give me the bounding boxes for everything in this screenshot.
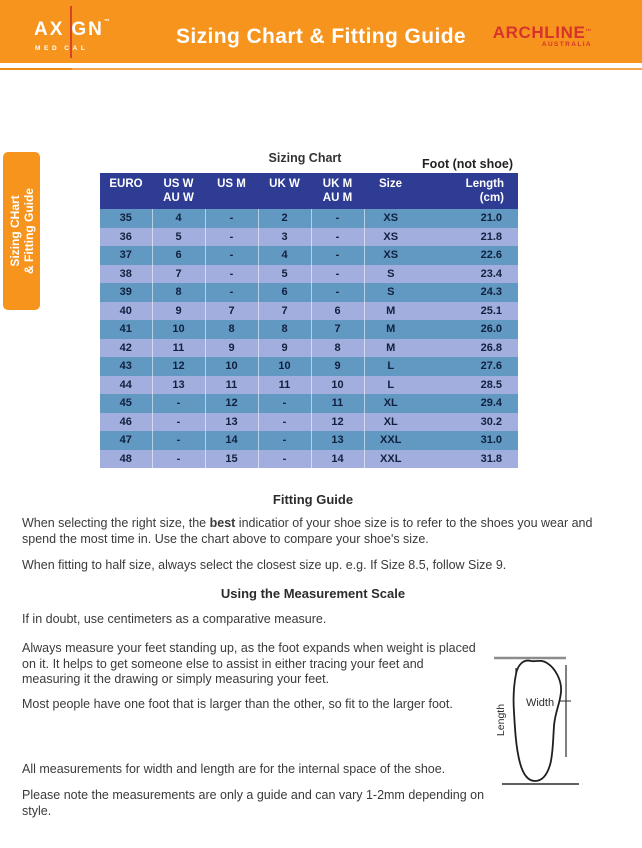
table-row xyxy=(100,339,518,358)
table-cell: XXL xyxy=(364,431,417,450)
archline-name-text: ARCHLINE xyxy=(492,23,586,42)
table-cell: 47 xyxy=(100,431,152,450)
table-cell: 11 xyxy=(311,394,364,413)
fitting-p1-bold: best xyxy=(209,516,236,530)
banner-divider-line xyxy=(0,68,642,70)
column-header: UK W xyxy=(258,173,311,209)
table-cell: - xyxy=(205,228,258,247)
table-cell: 26.0 xyxy=(417,320,518,339)
table-cell: 25.1 xyxy=(417,302,518,321)
table-cell: XXL xyxy=(364,450,417,469)
table-cell: 22.6 xyxy=(417,246,518,265)
archline-logo-sub: AUSTRALIA xyxy=(541,41,592,48)
table-cell: 9 xyxy=(311,357,364,376)
archline-logo-name xyxy=(493,24,592,41)
sizing-table-header-row xyxy=(100,173,518,209)
table-row xyxy=(100,450,518,469)
axign-sub-part1: MED xyxy=(35,45,61,52)
table-cell: 11 xyxy=(152,339,205,358)
measurement-paragraph-variance: Please note the measurements are only a guide and can vary 1-2mm depending on style. xyxy=(22,788,485,818)
table-cell: 31.0 xyxy=(417,431,518,450)
measurement-paragraph-doubt: If in doubt, use centimeters as a comparative measure. xyxy=(22,612,327,626)
table-cell: XL xyxy=(364,413,417,432)
table-cell: 6 xyxy=(258,283,311,302)
table-cell: 23.4 xyxy=(417,265,518,284)
table-cell: 4 xyxy=(258,246,311,265)
table-cell: 45 xyxy=(100,394,152,413)
fitting-guide-heading: Fitting Guide xyxy=(272,492,354,507)
table-cell: - xyxy=(311,228,364,247)
table-cell: 9 xyxy=(205,339,258,358)
fitting-guide-paragraph-2: When fitting to half size, always select the closest size up. e.g. If Size 8.5, follow Size 9. xyxy=(22,558,507,572)
measurement-paragraph-internal-space: All measurements for width and length are for the internal space of the shoe. xyxy=(22,762,446,776)
table-cell: 7 xyxy=(205,302,258,321)
table-cell: 2 xyxy=(258,209,311,228)
table-cell: 36 xyxy=(100,228,152,247)
table-cell: L xyxy=(364,357,417,376)
table-cell: - xyxy=(205,209,258,228)
table-cell: 12 xyxy=(311,413,364,432)
measurement-paragraph-standing: Always measure your feet standing up, as the foot expands when weight is placed on it. It helps to get someone else to assist in either tracing your feet and measuring it the drawing or simply measuring your feet. xyxy=(22,641,476,686)
measurement-scale-heading: Using the Measurement Scale xyxy=(220,586,406,601)
table-row xyxy=(100,320,518,339)
table-cell: 6 xyxy=(311,302,364,321)
table-cell: 24.3 xyxy=(417,283,518,302)
axign-name-part2: GN xyxy=(71,19,104,40)
table-cell: 9 xyxy=(258,339,311,358)
table-cell: - xyxy=(258,413,311,432)
column-header: US M xyxy=(205,173,258,209)
table-cell: 44 xyxy=(100,376,152,395)
side-tab-line1: Sizing CHart xyxy=(7,195,22,267)
table-cell: 21.0 xyxy=(417,209,518,228)
side-tab-label xyxy=(8,188,36,274)
table-cell: - xyxy=(152,394,205,413)
table-row xyxy=(100,357,518,376)
table-cell: 46 xyxy=(100,413,152,432)
page-title: Sizing Chart & Fitting Guide xyxy=(175,25,466,48)
table-cell: XL xyxy=(364,394,417,413)
table-cell: 26.8 xyxy=(417,339,518,358)
table-cell: L xyxy=(364,376,417,395)
side-tab-line2: & Fitting Guide xyxy=(21,188,36,274)
axign-name-part1: AX xyxy=(34,19,65,40)
table-row xyxy=(100,431,518,450)
archline-tm-mark: ™ xyxy=(585,29,592,35)
table-cell: 7 xyxy=(311,320,364,339)
table-row xyxy=(100,228,518,247)
table-cell: 14 xyxy=(205,431,258,450)
table-cell: M xyxy=(364,320,417,339)
column-header: EURO xyxy=(100,173,152,209)
table-cell: 7 xyxy=(152,265,205,284)
table-row xyxy=(100,283,518,302)
table-cell: 5 xyxy=(258,265,311,284)
table-cell: 13 xyxy=(205,413,258,432)
table-row xyxy=(100,413,518,432)
table-row xyxy=(100,302,518,321)
table-cell: 29.4 xyxy=(417,394,518,413)
table-cell: S xyxy=(364,283,417,302)
table-cell: 10 xyxy=(311,376,364,395)
table-cell: 41 xyxy=(100,320,152,339)
table-cell: 38 xyxy=(100,265,152,284)
archline-logo xyxy=(493,24,592,48)
table-cell: 8 xyxy=(311,339,364,358)
column-header: US W AU W xyxy=(152,173,205,209)
table-cell: M xyxy=(364,302,417,321)
table-cell: 13 xyxy=(152,376,205,395)
diagram-width-label: Width xyxy=(525,697,555,709)
table-row xyxy=(100,265,518,284)
table-cell: 5 xyxy=(152,228,205,247)
table-cell: 8 xyxy=(258,320,311,339)
column-header: Size xyxy=(364,173,417,209)
table-cell: 39 xyxy=(100,283,152,302)
measurement-paragraph-larger-foot: Most people have one foot that is larger than the other, so fit to the larger foot. xyxy=(22,697,453,711)
table-cell: - xyxy=(311,209,364,228)
foot-not-shoe-label: Foot (not shoe) xyxy=(422,157,513,171)
side-tab-sizing-chart xyxy=(3,152,40,310)
table-cell: XS xyxy=(364,246,417,265)
table-cell: 3 xyxy=(258,228,311,247)
foot-outline xyxy=(514,661,561,781)
table-cell: - xyxy=(258,394,311,413)
fitting-guide-paragraph-1 xyxy=(22,516,626,547)
table-cell: - xyxy=(311,265,364,284)
table-cell: 4 xyxy=(152,209,205,228)
table-cell: 35 xyxy=(100,209,152,228)
table-cell: - xyxy=(311,283,364,302)
sizing-table xyxy=(100,173,519,468)
table-cell: 10 xyxy=(152,320,205,339)
table-cell: 48 xyxy=(100,450,152,469)
table-cell: 7 xyxy=(258,302,311,321)
table-cell: XS xyxy=(364,228,417,247)
table-cell: 10 xyxy=(258,357,311,376)
table-cell: 31.8 xyxy=(417,450,518,469)
sizing-table-body xyxy=(100,209,518,468)
foot-measurement-diagram xyxy=(487,648,599,793)
table-cell: 6 xyxy=(152,246,205,265)
table-cell: 12 xyxy=(205,394,258,413)
axign-sub-part2: CAL xyxy=(64,45,89,52)
table-cell: XS xyxy=(364,209,417,228)
table-cell: - xyxy=(152,413,205,432)
table-cell: - xyxy=(152,431,205,450)
table-cell: 8 xyxy=(205,320,258,339)
table-cell: 15 xyxy=(205,450,258,469)
table-cell: - xyxy=(205,246,258,265)
table-cell: 13 xyxy=(311,431,364,450)
table-cell: 42 xyxy=(100,339,152,358)
column-header: Length (cm) xyxy=(417,173,518,209)
table-cell: 9 xyxy=(152,302,205,321)
axign-tm-mark: ™ xyxy=(103,19,110,25)
table-cell: 10 xyxy=(205,357,258,376)
table-cell: - xyxy=(152,450,205,469)
top-banner xyxy=(0,0,642,63)
table-cell: 21.8 xyxy=(417,228,518,247)
table-cell: 8 xyxy=(152,283,205,302)
table-cell: 11 xyxy=(258,376,311,395)
table-cell: 40 xyxy=(100,302,152,321)
table-cell: - xyxy=(205,265,258,284)
table-cell: 28.5 xyxy=(417,376,518,395)
fitting-p1-after: indicatior of your shoe size is to refer to the shoes you wear and spend the most time in. Use the chart above to compare your shoe's size. xyxy=(22,516,593,546)
table-cell: - xyxy=(258,431,311,450)
sizing-chart-heading: Sizing Chart xyxy=(268,151,342,165)
table-row xyxy=(100,209,518,228)
table-cell: 43 xyxy=(100,357,152,376)
table-cell: 11 xyxy=(205,376,258,395)
table-cell: - xyxy=(205,283,258,302)
table-cell: - xyxy=(311,246,364,265)
diagram-length-label: Length xyxy=(495,703,507,737)
fitting-p1-before: When selecting the right size, the xyxy=(22,516,210,530)
table-cell: 27.6 xyxy=(417,357,518,376)
table-row xyxy=(100,376,518,395)
table-cell: 12 xyxy=(152,357,205,376)
table-cell: M xyxy=(364,339,417,358)
table-cell: - xyxy=(258,450,311,469)
table-cell: 37 xyxy=(100,246,152,265)
banner-divider-line-accent xyxy=(0,68,72,70)
column-header: UK M AU M xyxy=(311,173,364,209)
table-cell: S xyxy=(364,265,417,284)
table-cell: 30.2 xyxy=(417,413,518,432)
table-row xyxy=(100,246,518,265)
table-cell: 14 xyxy=(311,450,364,469)
table-row xyxy=(100,394,518,413)
